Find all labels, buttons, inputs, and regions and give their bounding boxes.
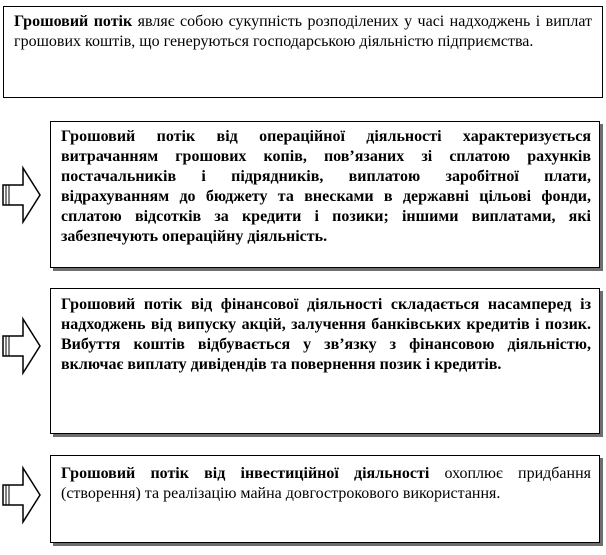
definition-box [3,6,603,98]
investing-activity-box [50,455,600,543]
financial-activity-box [50,288,600,434]
definition-text: являє собою сукупність розподілених у часі надходжень і виплат грошових коштів, що генеруються господарською діяльністю підприємства. [14,13,593,50]
operating-text: характеризується витрачанням грошових копів, пов’язаних зі сплатою рахунків постачальників і підрядників, виплатою заробітної плати, відрахуванням до бюджету та внесками в державні цільові фонди, сплатою відсотків за кредити і позики; іншими виплатами, які забезпечують операційну діяльність. [61,128,591,245]
investing-text: охоплює придбання (створення) та реалізацію майна довгострокового використання. [61,465,591,502]
operating-activity-box [50,121,600,268]
right-arrow-icon [2,165,42,225]
financial-text: складається насамперед із надходжень від випуску акцій, залучення банківських кредитів і позик. Вибуття коштів відбувається у зв’язку з фінансовою діяльністю, включає виплату дивідендів та повернення позик і кредитів. [61,296,591,373]
operating-heading: Грошовий потік від операційної діяльності [61,128,442,145]
definition-heading: Грошовий потік [14,13,133,30]
right-arrow-icon [2,316,42,376]
investing-heading: Грошовий потік від інвестиційної діяльності [61,465,430,482]
right-arrow-icon [2,465,42,525]
financial-heading: Грошовий потік від фінансової діяльності [61,296,383,313]
